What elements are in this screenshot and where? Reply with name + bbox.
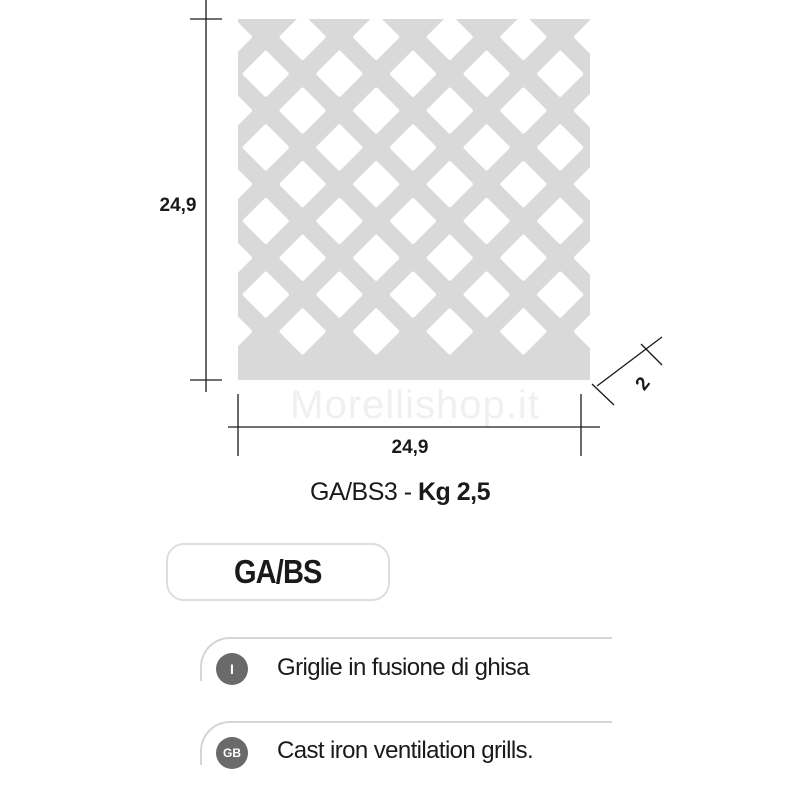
grill-opening bbox=[134, 16, 176, 58]
model-caption bbox=[0, 478, 800, 507]
grill-opening bbox=[686, 126, 728, 168]
grill-opening bbox=[650, 163, 692, 205]
product-code-box bbox=[166, 543, 390, 601]
grill-opening bbox=[686, 200, 728, 242]
width-label: 24,9 bbox=[391, 437, 429, 458]
product-code: GA/BS bbox=[234, 553, 322, 590]
grill-opening bbox=[134, 310, 176, 352]
grill-opening bbox=[613, 53, 655, 95]
depth-label: 2 bbox=[631, 373, 655, 395]
model-code: GA/BS3 bbox=[309, 478, 398, 506]
grill-opening bbox=[134, 237, 176, 279]
grill-opening bbox=[686, 53, 728, 95]
italian-language-badge: I bbox=[216, 653, 248, 685]
depth-dimension bbox=[592, 337, 662, 405]
english-description-text: Cast iron ventilation grills. bbox=[277, 737, 534, 764]
grill-opening bbox=[134, 90, 176, 132]
description-english bbox=[200, 721, 612, 791]
model-weight: Kg 2,5 bbox=[418, 478, 491, 506]
grill-opening bbox=[650, 90, 692, 132]
grill-opening bbox=[171, 126, 213, 168]
english-language-badge: GB bbox=[216, 737, 248, 769]
grill-opening bbox=[171, 274, 213, 316]
italian-description-text: Griglie in fusione di ghisa bbox=[277, 654, 529, 681]
grill-opening bbox=[171, 53, 213, 95]
grill-opening bbox=[686, 274, 728, 316]
height-label: 24,9 bbox=[159, 195, 197, 216]
description-italian bbox=[200, 637, 612, 707]
caption-separator: - bbox=[397, 478, 418, 506]
grill-opening bbox=[613, 274, 655, 316]
grill-opening bbox=[650, 237, 692, 279]
grill-opening bbox=[650, 16, 692, 58]
grill-opening bbox=[613, 126, 655, 168]
grill-opening bbox=[650, 310, 692, 352]
grill-opening bbox=[613, 200, 655, 242]
watermark: Morellishop.it bbox=[290, 383, 540, 427]
